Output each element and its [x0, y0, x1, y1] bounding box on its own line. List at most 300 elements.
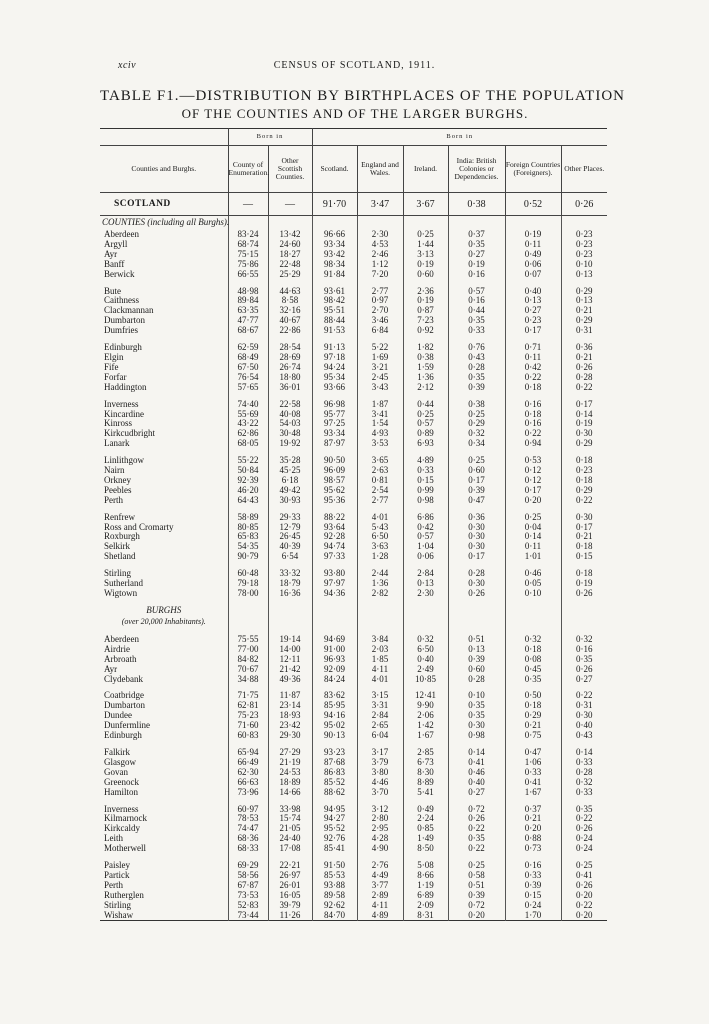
col-header-other: Other Places. [561, 146, 607, 193]
cell-value: 2·12 [403, 383, 448, 393]
county-name: Peebles [104, 484, 132, 495]
cell-value: 0·44 [448, 306, 505, 316]
cell-value: 4·46 [357, 778, 403, 788]
cell-value: 33·32 [268, 569, 312, 579]
cell-value: 0·20 [448, 911, 505, 921]
cell-value: 75·23 [228, 711, 268, 721]
blank-cell [268, 617, 312, 628]
cell-value: 95·36 [312, 496, 357, 506]
cell-value: 44·63 [268, 287, 312, 297]
cell-value: 16·36 [268, 589, 312, 599]
cell-value: 14·66 [268, 788, 312, 798]
cell-value: 0·22 [561, 383, 607, 393]
cell-value: 90·50 [312, 456, 357, 466]
cell-value: 0·30 [561, 429, 607, 439]
cell-value: 0·28 [561, 768, 607, 778]
cell-value: 0·51 [448, 881, 505, 891]
cell-value: 0·24 [561, 834, 607, 844]
cell-value: 3·21 [357, 363, 403, 373]
cell-value: 0·46 [448, 768, 505, 778]
cell-value: 0·37 [505, 805, 561, 815]
cell-value: 0·16 [505, 400, 561, 410]
cell-value: 0·32 [561, 778, 607, 788]
blank-cell [561, 216, 607, 231]
cell-value: 18·89 [268, 778, 312, 788]
table-subtitle: OF THE COUNTIES AND OF THE LARGER BURGHS. [181, 106, 529, 121]
burgh-row [100, 788, 607, 798]
cell-value: 0·07 [505, 270, 561, 280]
spacer-cell [228, 599, 268, 606]
cell-value: 54·35 [228, 542, 268, 552]
cell-value: 0·11 [505, 240, 561, 250]
cell-value: 8·58 [268, 296, 312, 306]
cell-value: 94·74 [312, 542, 357, 552]
cell-value: 0·19 [403, 296, 448, 306]
cell-value: 76·54 [228, 373, 268, 383]
cell-value: 0·47 [505, 748, 561, 758]
blank-cell [505, 617, 561, 628]
cell-value: 0·06 [505, 260, 561, 270]
burghs-heading-row [100, 606, 607, 617]
cell-value: 0·35 [448, 834, 505, 844]
cell-value: 0·19 [448, 260, 505, 270]
header-born-in-left: Born in [228, 129, 312, 146]
blank-cell [228, 617, 268, 628]
cell-value: 1·01 [505, 552, 561, 562]
burgh-name: Hamilton [104, 786, 138, 797]
burgh-name: Airdrie [104, 643, 130, 654]
cell-value: 0·71 [505, 343, 561, 353]
county-name: Clackmannan [104, 305, 154, 316]
cell-value: 6·50 [403, 645, 448, 655]
cell-value: 0·17 [448, 476, 505, 486]
cell-value: 0·40 [505, 287, 561, 297]
cell-value: 0·41 [448, 758, 505, 768]
cell-value: 0·75 [505, 731, 561, 741]
cell-value: 22·21 [268, 861, 312, 871]
cell-value: 62·59 [228, 343, 268, 353]
cell-value: 0·87 [403, 306, 448, 316]
cell-value: 71·60 [228, 721, 268, 731]
cell-value: 0·12 [505, 476, 561, 486]
burgh-name: Dundee [104, 710, 132, 721]
cell-value: 68·49 [228, 353, 268, 363]
cell-value: 0·44 [403, 400, 448, 410]
cell-value: 89·58 [312, 891, 357, 901]
county-name: Kirkcudbright [104, 428, 155, 439]
cell-value: 60·97 [228, 805, 268, 815]
cell-value: 2·63 [357, 466, 403, 476]
blank-cell [268, 606, 312, 617]
cell-value: 88·62 [312, 788, 357, 798]
cell-value: 75·86 [228, 260, 268, 270]
burghs-heading: BURGHS [146, 605, 182, 616]
cell-value: 0·58 [448, 871, 505, 881]
cell-value: 3·70 [357, 788, 403, 798]
cell-value: 68·36 [228, 834, 268, 844]
county-name: Banff [104, 258, 125, 269]
county-row [100, 270, 607, 280]
cell-value: 0·27 [505, 306, 561, 316]
scotland-value: 0·52 [505, 193, 561, 216]
cell-value: 0·35 [448, 240, 505, 250]
cell-value: 29·30 [268, 731, 312, 741]
cell-value: 75·15 [228, 250, 268, 260]
cell-value: 34·88 [228, 675, 268, 685]
cell-value: 0·22 [561, 496, 607, 506]
county-name: Caithness [104, 295, 139, 306]
cell-value: 4·49 [357, 871, 403, 881]
cell-value: 91·13 [312, 343, 357, 353]
cell-value: 0·38 [448, 400, 505, 410]
cell-value: 6·89 [403, 891, 448, 901]
cell-value: 0·37 [448, 230, 505, 240]
cell-value: 0·17 [505, 326, 561, 336]
cell-value: 47·77 [228, 316, 268, 326]
cell-value: 0·18 [505, 383, 561, 393]
cell-value: 0·40 [561, 721, 607, 731]
cell-value: 0·46 [505, 569, 561, 579]
cell-value: 7·23 [403, 316, 448, 326]
cell-value: 2·89 [357, 891, 403, 901]
cell-value: 95·62 [312, 486, 357, 496]
cell-value: 0·27 [448, 250, 505, 260]
cell-value: 63·35 [228, 306, 268, 316]
cell-value: 2·85 [403, 748, 448, 758]
cell-value: 14·00 [268, 645, 312, 655]
county-name: Fife [104, 361, 119, 372]
cell-value: 0·14 [505, 532, 561, 542]
cell-value: 0·29 [561, 486, 607, 496]
cell-value: 12·79 [268, 523, 312, 533]
cell-value: 73·44 [228, 911, 268, 921]
burgh-row [100, 844, 607, 854]
cell-value: 0·94 [505, 439, 561, 449]
page-number: xciv [118, 60, 137, 71]
cell-value: 18·93 [268, 711, 312, 721]
cell-value: 24·40 [268, 834, 312, 844]
spacer-cell [357, 599, 403, 606]
cell-value: 0·22 [505, 373, 561, 383]
cell-value: 98·42 [312, 296, 357, 306]
cell-value: 49·42 [268, 486, 312, 496]
cell-value: 2·77 [357, 287, 403, 297]
cell-value: 0·22 [561, 814, 607, 824]
cell-value: 62·81 [228, 701, 268, 711]
cell-value: 26·97 [268, 871, 312, 881]
county-row [100, 439, 607, 449]
scotland-label: SCOTLAND [100, 193, 228, 216]
scotland-row [100, 193, 607, 216]
burgh-name: Govan [104, 766, 128, 777]
cell-value: 97·25 [312, 419, 357, 429]
cell-value: 0·22 [448, 844, 505, 854]
cell-value: 0·25 [448, 456, 505, 466]
cell-value: 0·25 [561, 861, 607, 871]
burgh-name: Edinburgh [104, 730, 142, 741]
cell-value: 94·95 [312, 805, 357, 815]
cell-value: 0·21 [561, 306, 607, 316]
cell-value: 91·84 [312, 270, 357, 280]
county-name: Kincardine [104, 408, 144, 419]
cell-value: 8·89 [403, 778, 448, 788]
spacer-cell [312, 599, 357, 606]
cell-value: 32·16 [268, 306, 312, 316]
cell-value: 50·84 [228, 466, 268, 476]
cell-value: 74·40 [228, 400, 268, 410]
county-name: Nairn [104, 465, 125, 476]
cell-value: 10·85 [403, 675, 448, 685]
col-header-foreign: Foreign Countries (Foreigners). [505, 146, 561, 193]
cell-value: 0·26 [448, 589, 505, 599]
blank-cell [448, 617, 505, 628]
cell-value: 11·26 [268, 911, 312, 921]
cell-value: 8·30 [403, 768, 448, 778]
header-born-in-right: Born in [312, 129, 607, 146]
cell-value: 0·13 [403, 579, 448, 589]
cell-value: 0·25 [448, 410, 505, 420]
cell-value: 1·67 [403, 731, 448, 741]
col-header-other-scottish: Other Scottish Counties. [268, 146, 312, 193]
col-header-county: County of Enumeration. [228, 146, 268, 193]
cell-value: 0·22 [561, 901, 607, 911]
cell-value: 1·06 [505, 758, 561, 768]
cell-value: 78·53 [228, 814, 268, 824]
cell-value: 0·41 [561, 871, 607, 881]
cell-value: 0·49 [505, 250, 561, 260]
cell-value: 22·86 [268, 326, 312, 336]
cell-value: 24·53 [268, 768, 312, 778]
county-name: Dumfries [104, 325, 138, 336]
cell-value: 67·50 [228, 363, 268, 373]
cell-value: 85·52 [312, 778, 357, 788]
cell-value: 0·88 [505, 834, 561, 844]
cell-value: 0·35 [448, 316, 505, 326]
cell-value: 0·35 [448, 373, 505, 383]
blank-cell [561, 617, 607, 628]
cell-value: 0·30 [561, 513, 607, 523]
cell-value: 0·20 [505, 824, 561, 834]
cell-value: 16·05 [268, 891, 312, 901]
burgh-name: Wishaw [104, 909, 134, 920]
county-name: Argyll [104, 238, 128, 249]
burgh-name: Arbroath [104, 653, 137, 664]
cell-value: 4·93 [357, 429, 403, 439]
cell-value: 5·41 [403, 788, 448, 798]
cell-value: 0·11 [505, 353, 561, 363]
county-name: Aberdeen [104, 229, 139, 239]
scotland-value: — [268, 193, 312, 216]
cell-value: 4·89 [403, 456, 448, 466]
cell-value: 0·35 [561, 655, 607, 665]
county-row [100, 383, 607, 393]
cell-value: 2·95 [357, 824, 403, 834]
cell-value: 68·67 [228, 326, 268, 336]
county-name: Berwick [104, 268, 135, 279]
cell-value: 28·69 [268, 353, 312, 363]
cell-value: 93·23 [312, 748, 357, 758]
cell-value: 1·36 [357, 579, 403, 589]
cell-value: 4·28 [357, 834, 403, 844]
cell-value: 40·67 [268, 316, 312, 326]
cell-value: 21·42 [268, 665, 312, 675]
cell-value: 0·21 [505, 814, 561, 824]
cell-value: 3·63 [357, 542, 403, 552]
scotland-value: 0·26 [561, 193, 607, 216]
spacer-cell [561, 599, 607, 606]
cell-value: 0·41 [505, 778, 561, 788]
col-header-scotland: Scotland. [312, 146, 357, 193]
cell-value: 11·87 [268, 691, 312, 701]
cell-value: 86·83 [312, 768, 357, 778]
cell-value: 0·42 [505, 363, 561, 373]
county-name: Forfar [104, 371, 127, 382]
cell-value: 1·28 [357, 552, 403, 562]
cell-value: 3·13 [403, 250, 448, 260]
cell-value: 2·09 [403, 901, 448, 911]
scotland-value: 91·70 [312, 193, 357, 216]
cell-value: 0·42 [403, 523, 448, 533]
cell-value: 0·17 [561, 523, 607, 533]
cell-value: 52·83 [228, 901, 268, 911]
cell-value: 1·69 [357, 353, 403, 363]
burgh-name: Kirkcaldy [104, 823, 140, 834]
cell-value: 0·29 [505, 711, 561, 721]
cell-value: 93·80 [312, 569, 357, 579]
cell-value: 49·36 [268, 675, 312, 685]
col-header-name: Counties and Burghs. [100, 146, 228, 193]
cell-value: 0·98 [448, 731, 505, 741]
cell-value: 0·14 [448, 748, 505, 758]
cell-value: 18·27 [268, 250, 312, 260]
cell-value: 88·22 [312, 513, 357, 523]
cell-value: 0·23 [561, 240, 607, 250]
burgh-name: Dumbarton [104, 700, 145, 711]
cell-value: 74·47 [228, 824, 268, 834]
cell-value: 0·57 [403, 419, 448, 429]
cell-value: 0·23 [561, 250, 607, 260]
cell-value: 94·24 [312, 363, 357, 373]
county-name: Roxburgh [104, 531, 140, 542]
cell-value: 3·65 [357, 456, 403, 466]
cell-value: 95·34 [312, 373, 357, 383]
cell-value: 12·41 [403, 691, 448, 701]
col-header-england: England and Wales. [357, 146, 403, 193]
cell-value: 0·26 [561, 589, 607, 599]
cell-value: 0·15 [561, 552, 607, 562]
cell-value: 0·25 [448, 861, 505, 871]
cell-value: 2·77 [357, 496, 403, 506]
cell-value: 4·90 [357, 844, 403, 854]
cell-value: 0·23 [505, 316, 561, 326]
cell-value: 3·17 [357, 748, 403, 758]
cell-value: 85·41 [312, 844, 357, 854]
cell-value: 90·79 [228, 552, 268, 562]
cell-value: 0·29 [561, 287, 607, 297]
cell-value: 87·68 [312, 758, 357, 768]
cell-value: 1·67 [505, 788, 561, 798]
cell-value: 73·96 [228, 788, 268, 798]
cell-value: 0·47 [448, 496, 505, 506]
cell-value: 79·18 [228, 579, 268, 589]
county-row [100, 589, 607, 599]
cell-value: 2·03 [357, 645, 403, 655]
cell-value: 0·18 [505, 410, 561, 420]
cell-value: 0·17 [505, 486, 561, 496]
cell-value: 48·98 [228, 287, 268, 297]
cell-value: 27·29 [268, 748, 312, 758]
cell-value: 19·14 [268, 635, 312, 645]
cell-value: 0·04 [505, 523, 561, 533]
burgh-name: Ayr [104, 663, 118, 674]
cell-value: 68·05 [228, 439, 268, 449]
cell-value: 2·84 [403, 569, 448, 579]
cell-value: 22·48 [268, 260, 312, 270]
cell-value: 0·33 [561, 788, 607, 798]
table-title: TABLE F1.—DISTRIBUTION BY BIRTHPLACES OF THE POPULATION [100, 88, 626, 104]
spacer-cell [268, 599, 312, 606]
cell-value: 2·44 [357, 569, 403, 579]
cell-value: 97·97 [312, 579, 357, 589]
cell-value: 1·70 [505, 911, 561, 921]
cell-value: 0·39 [448, 655, 505, 665]
cell-value: 0·12 [505, 466, 561, 476]
cell-value: 88·44 [312, 316, 357, 326]
burgh-name: Coatbridge [104, 690, 144, 701]
cell-value: 39·79 [268, 901, 312, 911]
county-row [100, 400, 607, 410]
cell-value: 0·23 [561, 230, 607, 240]
cell-value: 13·42 [268, 230, 312, 240]
burgh-name: Aberdeen [104, 633, 139, 644]
blank-cell [505, 606, 561, 617]
cell-value: 0·30 [448, 579, 505, 589]
cell-value: 93·34 [312, 429, 357, 439]
cell-value: 0·40 [403, 655, 448, 665]
cell-value: 9·90 [403, 701, 448, 711]
cell-value: 1·19 [403, 881, 448, 891]
cell-value: 93·61 [312, 287, 357, 297]
cell-value: 29·33 [268, 513, 312, 523]
burgh-name: Leith [104, 833, 123, 844]
cell-value: 0·72 [448, 901, 505, 911]
cell-value: 0·39 [448, 891, 505, 901]
cell-value: 60·48 [228, 569, 268, 579]
cell-value: 0·28 [448, 569, 505, 579]
cell-value: 3·53 [357, 439, 403, 449]
cell-value: 40·08 [268, 410, 312, 420]
cell-value: 0·30 [448, 532, 505, 542]
burgh-name: Inverness [104, 803, 139, 814]
cell-value: 75·55 [228, 635, 268, 645]
cell-value: 0·18 [561, 542, 607, 552]
cell-value: 95·51 [312, 306, 357, 316]
cell-value: 0·85 [403, 824, 448, 834]
cell-value: 95·77 [312, 410, 357, 420]
cell-value: 0·30 [561, 711, 607, 721]
cell-value: 0·33 [561, 758, 607, 768]
cell-value: 0·13 [561, 296, 607, 306]
cell-value: 0·26 [561, 881, 607, 891]
cell-value: 43·22 [228, 419, 268, 429]
cell-value: 67·87 [228, 881, 268, 891]
cell-value: 3·46 [357, 316, 403, 326]
cell-value: 5·43 [357, 523, 403, 533]
burgh-row [100, 675, 607, 685]
cell-value: 0·36 [561, 343, 607, 353]
cell-value: 84·82 [228, 655, 268, 665]
cell-value: 0·45 [505, 665, 561, 675]
